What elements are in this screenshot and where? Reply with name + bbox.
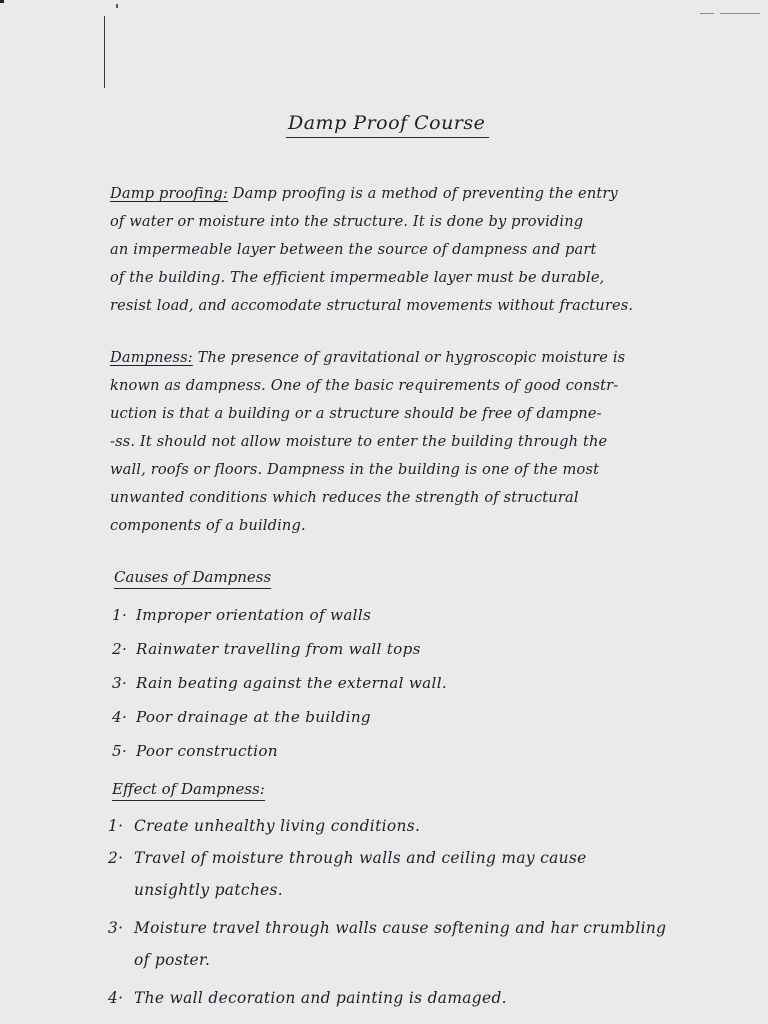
list-item: 3· Moisture travel through walls cause softening and har crumbling — [108, 919, 667, 937]
effects-list — [108, 810, 768, 1014]
paragraph-line: Damp proofing: Damp proofing is a method of preventing the entry — [110, 185, 618, 202]
list-item: 3· Rain beating against the external wall. — [112, 674, 447, 692]
paragraph-line: components of a building. — [110, 517, 306, 534]
effects-heading: Effect of Dampness: — [112, 780, 265, 801]
paragraph-line: wall, roofs or floors. Dampness in the building is one of the most — [110, 461, 600, 478]
page-title: Damp Proof Course — [286, 112, 489, 138]
paragraph-line: an impermeable layer between the source of dampness and part — [110, 241, 597, 258]
paragraph-line: of water or moisture into the structure. It is done by providing — [110, 213, 584, 230]
list-item: 5· Poor construction — [112, 742, 278, 760]
list-item: 1· Create unhealthy living conditions. — [108, 817, 421, 835]
paragraph-line: unwanted conditions which reduces the strength of structural — [110, 489, 579, 506]
list-item: 2· Travel of moisture through walls and ceiling may cause — [108, 849, 587, 867]
top-tick-mark — [116, 4, 118, 8]
paragraph-line: known as dampness. One of the basic requirements of good constr- — [110, 377, 619, 394]
paragraph-line: resist load, and accomodate structural movements without fractures. — [110, 297, 634, 314]
paragraph-line: uction is that a building or a structure should be free of dampne- — [110, 405, 602, 422]
dampness-paragraph — [110, 344, 760, 540]
dampness-term: Dampness: — [110, 349, 193, 366]
list-item: 4· Poor drainage at the building — [112, 708, 371, 726]
list-item: 2· Rainwater travelling from wall tops — [112, 640, 421, 658]
list-item: 1· Improper orientation of walls — [112, 606, 372, 624]
causes-heading: Causes of Dampness — [114, 568, 271, 589]
causes-list — [112, 598, 762, 768]
margin-line — [104, 16, 105, 88]
list-item-continuation: of poster. — [134, 951, 211, 969]
corner-mark — [0, 0, 4, 3]
list-item: 4· The wall decoration and painting is damaged. — [108, 989, 507, 1007]
top-dash — [700, 13, 714, 14]
damp-proofing-paragraph — [110, 180, 760, 320]
paragraph-line: Dampness: The presence of gravitational or hygroscopic moisture is — [110, 349, 626, 366]
top-dash — [720, 13, 760, 14]
paragraph-line: -ss. It should not allow moisture to enter the building through the — [110, 433, 608, 450]
damp-proofing-term: Damp proofing: — [110, 185, 228, 202]
list-item-continuation: unsightly patches. — [134, 881, 284, 899]
paragraph-line: of the building. The efficient impermeable layer must be durable, — [110, 269, 605, 286]
